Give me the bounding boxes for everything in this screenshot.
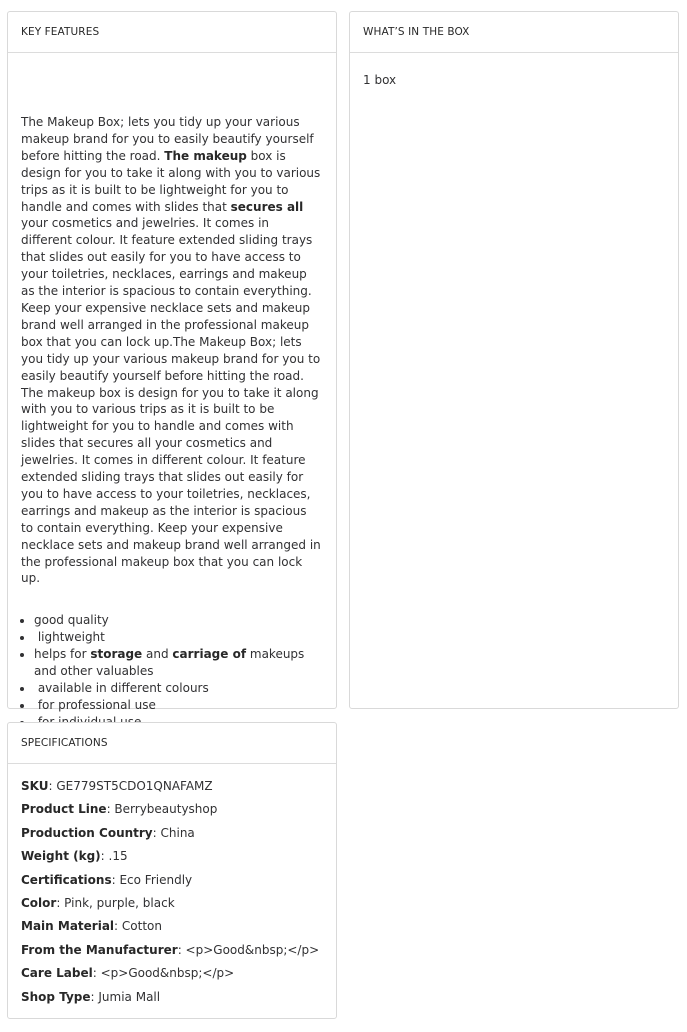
whats-in-box-card	[349, 11, 679, 709]
spec-row-certifications	[21, 872, 322, 895]
feature-text: for professional use	[34, 697, 156, 712]
feature-list	[21, 612, 322, 730]
feature-item	[34, 612, 322, 629]
spec-key: Main Material	[21, 919, 115, 934]
spec-value: : Berrybeautyshop	[106, 802, 218, 817]
spec-row-product-line	[21, 801, 322, 824]
spec-key: Production Country	[21, 825, 153, 840]
feature-text: makeups and other valuables	[34, 647, 305, 679]
spec-key: From the Manufacturer	[21, 942, 178, 957]
key-features-title: KEY FEATURES	[8, 12, 336, 53]
feature-bold: carriage of	[172, 647, 247, 662]
spec-row-shop-type	[21, 989, 322, 1012]
key-features-card	[7, 11, 337, 712]
spec-value: : Pink, purple, black	[56, 895, 175, 910]
description-bold: The makeup	[164, 148, 247, 163]
spec-value: : Eco Friendly	[111, 872, 193, 887]
feature-item	[34, 680, 322, 697]
description-text: The Makeup Box; lets you tidy up your various makeup brand for you to easily beautify yourself before hitting the road.	[21, 115, 314, 163]
spec-value: : <p>Good&nbsp;</p>	[177, 942, 320, 957]
spec-row-color	[21, 895, 322, 918]
spec-value: : .15	[100, 849, 128, 864]
specifications-title: SPECIFICATIONS	[8, 723, 336, 764]
feature-text: helps for	[34, 647, 91, 662]
spec-row-main-material	[21, 918, 322, 941]
feature-text: available in different colours	[34, 681, 209, 695]
description-text: box is design for you to take it along with you to various trips as it is built to be lightweight for you to handle and comes with slides that	[21, 148, 321, 214]
spec-key: Weight (kg)	[21, 849, 101, 864]
spec-row-care-label	[21, 965, 322, 988]
feature-bold: storage	[90, 647, 143, 662]
feature-item	[34, 697, 322, 714]
key-features-body	[8, 114, 336, 731]
spec-value: : GE779ST5CDO1QNAFAMZ	[48, 779, 213, 793]
product-description	[21, 114, 322, 587]
feature-item	[34, 646, 322, 680]
whats-in-box-content: 1 box	[363, 73, 397, 87]
feature-item	[34, 629, 322, 646]
spec-value: : Jumia Mall	[90, 989, 161, 1004]
spec-key: Shop Type	[21, 989, 91, 1004]
spec-row-sku	[21, 778, 322, 801]
feature-text: good quality	[34, 613, 109, 628]
specifications-list	[8, 764, 336, 1012]
spec-key: Color	[21, 895, 57, 910]
feature-text: and	[142, 647, 173, 662]
description-text: your cosmetics and jewelries. It comes in different colour. It feature extended sliding trays that slides out easily for you to have access to your toiletries, necklaces, earrings and makeup as the interior is spacious to contain everything. Keep your expensive necklace sets and makeup brand well arranged in the professional makeup box that you can lock up.The Makeup Box; lets you tidy up your various makeup brand for you to easily beautify yourself before hitting the road. The makeup box is design for you to take it along with you to various trips as it is built to be lightweight for you to handle and comes with slides that secures all your cosmetics and jewelries. It comes in different colour. It feature extended sliding trays that slides out easily for you to have access to your toiletries, necklaces, earrings and makeup as the interior is spacious to contain everything. Keep your expensive necklace sets and makeup brand well arranged in the professional makeup box that you can lock up.	[21, 216, 321, 586]
spec-value: : China	[152, 825, 195, 840]
spec-value: : <p>Good&nbsp;</p>	[92, 966, 235, 981]
whats-in-box-title: WHAT’S IN THE BOX	[350, 12, 678, 53]
spec-key: Product Line	[21, 802, 107, 817]
spec-key: Care Label	[21, 966, 93, 981]
spec-row-weight	[21, 848, 322, 871]
spec-row-from-manufacturer	[21, 942, 322, 965]
description-bold: secures all	[230, 199, 304, 214]
spec-value: : Cotton	[114, 919, 162, 934]
spec-key: SKU	[21, 779, 49, 793]
feature-text: lightweight	[34, 630, 105, 645]
spec-key: Certifications	[21, 872, 112, 887]
specifications-card	[7, 722, 337, 1019]
spec-row-production-country	[21, 825, 322, 848]
